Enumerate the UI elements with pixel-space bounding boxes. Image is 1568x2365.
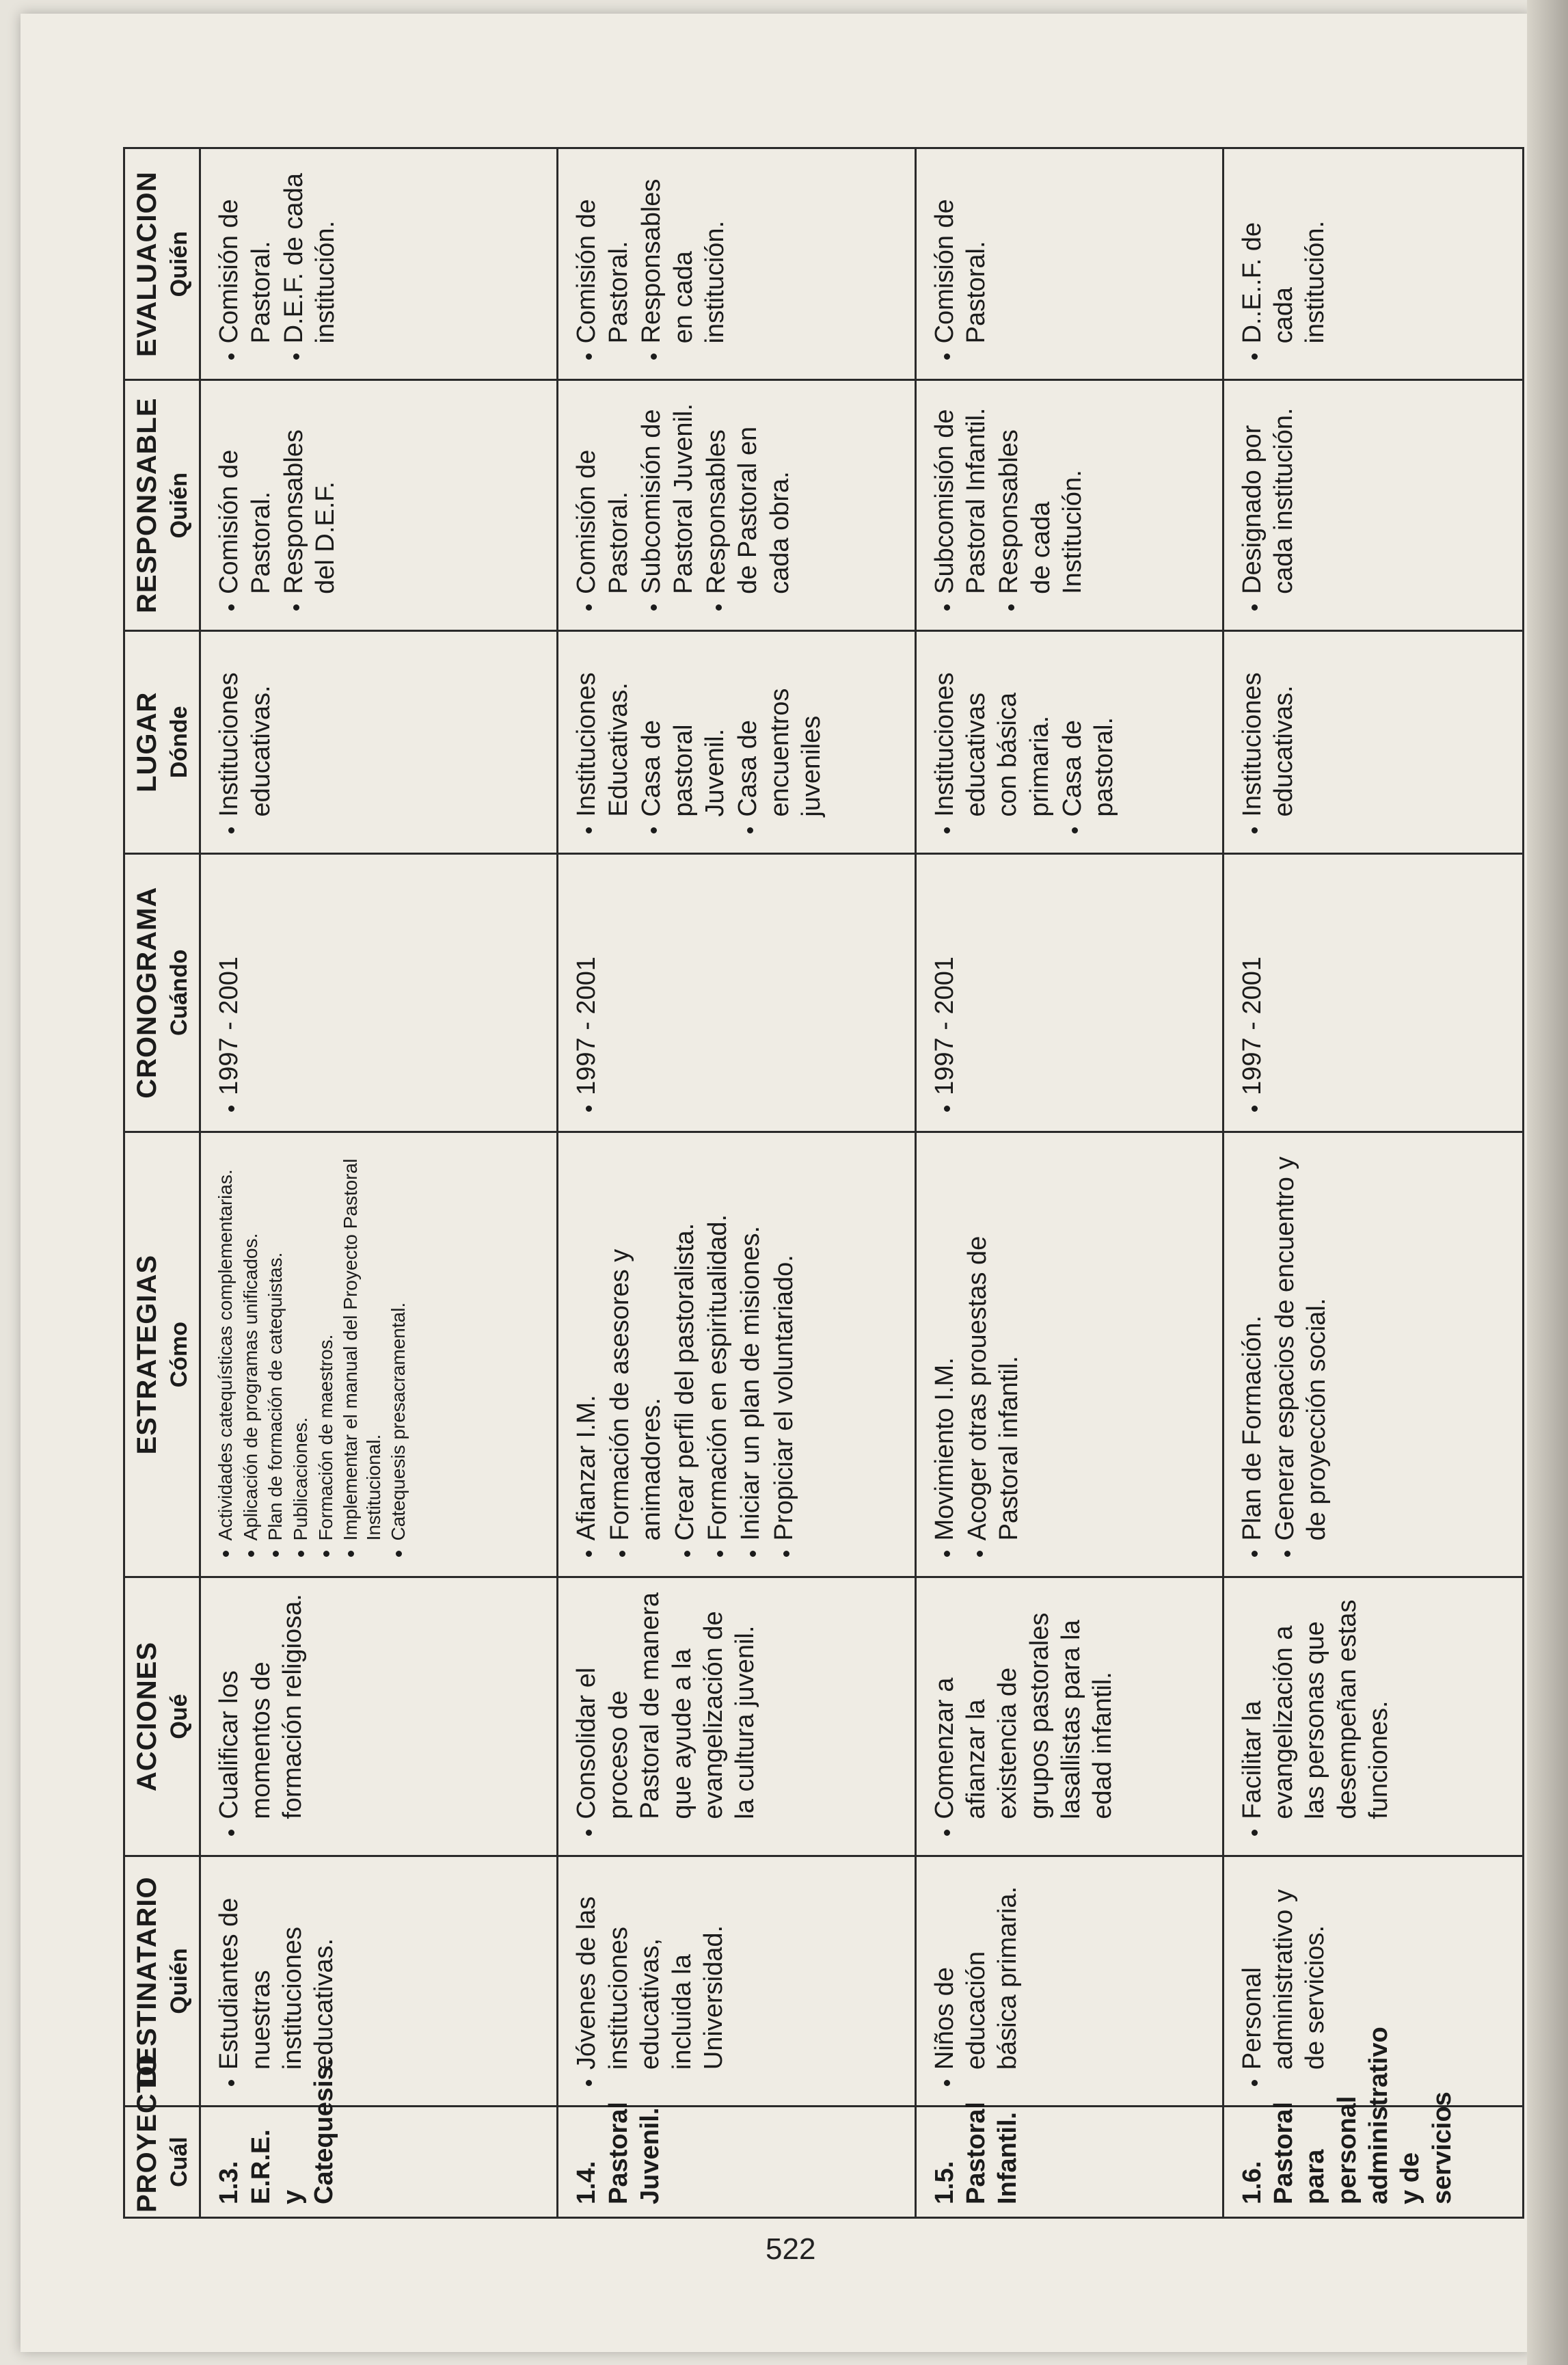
cell-cronograma (200, 853, 558, 1132)
cell-destinatario (915, 1856, 1223, 2106)
cell-responsable (200, 380, 558, 630)
list-item: • Propiciar el voluntariado. (768, 1145, 800, 1541)
list-item: • Comisión de Pastoral. (571, 161, 634, 343)
header-row (124, 148, 200, 2218)
cell-destinatario (200, 1856, 558, 2106)
header-destinatario: DESTINATARIO Quién (124, 1856, 200, 2106)
list-item: • Niños de educación básica primaria. (929, 1869, 1024, 2070)
list-item: • Afianzar I.M. (571, 1145, 602, 1541)
cell-list (929, 644, 1120, 840)
list-item: • Plan de Formación. (1236, 1145, 1268, 1541)
rotated-table-container (123, 147, 1524, 2219)
list-item: • Formación en espiritualidad. (702, 1145, 733, 1541)
cell-list (213, 1590, 308, 1842)
cell-list (929, 161, 992, 366)
list-item: • Responsables en cada institución. (636, 161, 731, 343)
cell-lugar (915, 630, 1223, 853)
list-item: • Plan de formación de catequistas. (263, 1145, 287, 1541)
cell-list (571, 393, 796, 617)
header-cronograma: CRONOGRAMA Cuándo (124, 853, 200, 1132)
cell-lugar (558, 630, 915, 853)
table-row (200, 148, 558, 2218)
cell-responsable (1223, 380, 1524, 630)
list-item: • Estudiantes de nuestras instituciones educativas. (213, 1869, 340, 2070)
list-item: • Personal administrativo y de servicios. (1236, 1869, 1332, 2070)
list-item: • Catequesis presacramental. (386, 1145, 410, 1541)
page-number: 522 (766, 2232, 816, 2266)
list-item: • Consolidar el proceso de Pastoral de manera que ayude a la evangelización de la cultura juvenil. (571, 1590, 761, 1819)
cell-list (1236, 1145, 1333, 1564)
header-proyecto: PROYECTO Cuál (124, 2107, 200, 2218)
list-item: • Formación de asesores y animadores. (604, 1145, 668, 1541)
cell-lugar (200, 630, 558, 853)
cell-responsable (915, 380, 1223, 630)
table-body (200, 148, 1524, 2218)
list-item: • Comisión de Pastoral. (213, 393, 277, 593)
cell-proyecto: 1.5. Pastoral Infantil. (915, 2107, 1223, 2218)
cell-evaluacion (558, 148, 915, 380)
list-item: • Comisión de Pastoral. (571, 393, 634, 593)
list-item: • Subcomisión de Pastoral Juvenil. (636, 393, 699, 593)
cell-proyecto: 1.3. E.R.E. y Catequesis. (200, 2107, 558, 2218)
cell-list (213, 393, 341, 617)
cell-destinatario (558, 1856, 915, 2106)
cell-cronograma (558, 853, 915, 1132)
list-item: • Instituciones educativas. (1236, 644, 1300, 817)
table-row (915, 148, 1223, 2218)
cell-list (1236, 393, 1300, 617)
cell-acciones (558, 1577, 915, 1856)
table-row (558, 148, 915, 2218)
header-estrategias: ESTRATEGIAS Cómo (124, 1132, 200, 1577)
book-page (21, 14, 1531, 2352)
list-item: • Facilitar la evangelización a las personas que desempeñan estas funciones. (1236, 1590, 1395, 1819)
list-item: • Comisión de Pastoral. (929, 161, 992, 343)
list-item: • 1997 - 2001 (571, 867, 602, 1095)
list-item: • Comenzar a afianzar la existencia de grupos pastorales lasallistas para la edad infantil. (929, 1590, 1119, 1819)
table-row (1223, 148, 1524, 2218)
cell-list (1236, 644, 1300, 840)
list-item: • Aplicación de programas unificados. (239, 1145, 262, 1541)
list-item: • Cualificar los momentos de formación religiosa. (213, 1590, 308, 1819)
cell-responsable (558, 380, 915, 630)
cell-proyecto: 1.4. Pastoral Juvenil. (558, 2107, 915, 2218)
cell-list (929, 393, 1089, 617)
list-item: • Responsables del D.E.F. (278, 393, 342, 593)
list-item: • Crear perfil del pastoralista. (669, 1145, 701, 1541)
cell-cronograma (915, 853, 1223, 1132)
cell-evaluacion (200, 148, 558, 380)
list-item: • Instituciones Educativas. (571, 644, 634, 817)
cell-acciones (200, 1577, 558, 1856)
cell-acciones (1223, 1577, 1524, 1856)
cell-evaluacion (1223, 148, 1524, 380)
cell-lugar (1223, 630, 1524, 853)
cell-estrategias (1223, 1132, 1524, 1577)
cell-list (571, 161, 731, 366)
list-item: • Subcomisión de Pastoral Infantil. (929, 393, 992, 593)
cell-list (213, 1145, 410, 1564)
cell-list (929, 1145, 1025, 1564)
list-item: • 1997 - 2001 (929, 867, 960, 1095)
list-item: • D.E.F. de cada institución. (278, 161, 342, 343)
cell-list (571, 1869, 729, 2093)
list-item: • Publicaciones. (288, 1145, 312, 1541)
header-evaluacion: EVALUACION Quién (124, 148, 200, 380)
list-item: • Movimiento I.M. (929, 1145, 960, 1541)
list-item: • Implementar el manual del Proyecto Pastoral Institucional. (338, 1145, 385, 1541)
list-item: • Casa de pastoral. (1057, 644, 1120, 817)
page-edge (1527, 0, 1568, 2365)
list-item: • Generar espacios de encuentro y de proyección social. (1269, 1145, 1333, 1541)
cell-list (1236, 1869, 1332, 2093)
cell-list (571, 1145, 800, 1564)
list-item: • Iniciar un plan de misiones. (735, 1145, 766, 1541)
list-item: • Jóvenes de las instituciones educativas, incluida la Universidad. (571, 1869, 729, 2070)
cell-estrategias (915, 1132, 1223, 1577)
list-item: • Responsables de Pastoral en cada obra. (701, 393, 796, 593)
list-item: • Actividades catequísticas complementarias. (213, 1145, 237, 1541)
cell-list (929, 1590, 1119, 1842)
cell-proyecto: 1.6. Pastoral para personal administrativo y de servicios (1223, 2107, 1524, 2218)
cell-acciones (915, 1577, 1223, 1856)
list-item: • Casa de encuentros juveniles (732, 644, 827, 817)
cell-estrategias (200, 1132, 558, 1577)
cell-cronograma (1223, 853, 1524, 1132)
cell-list (1236, 161, 1332, 366)
header-lugar: LUGAR Dónde (124, 630, 200, 853)
cell-list (929, 867, 960, 1119)
cell-estrategias (558, 1132, 915, 1577)
header-responsable: RESPONSABLE Quién (124, 380, 200, 630)
cell-list (571, 644, 827, 840)
list-item: • Responsables de cada Institución. (993, 393, 1088, 593)
list-item: • Casa de pastoral Juvenil. (636, 644, 731, 817)
pastoral-plan-table (123, 147, 1524, 2219)
cell-list (213, 1869, 340, 2093)
list-item: • Instituciones educativas con básica primaria. (929, 644, 1055, 817)
list-item: • Acoger otras prouestas de Pastoral infantil. (962, 1145, 1025, 1541)
header-acciones: ACCIONES Qué (124, 1577, 200, 1856)
list-item: • D..E..F. de cada institución. (1236, 161, 1332, 343)
cell-list (929, 1869, 1024, 2093)
list-item: • Formación de maestros. (314, 1145, 338, 1541)
cell-list (213, 644, 277, 840)
list-item: • 1997 - 2001 (1236, 867, 1268, 1095)
list-item: • Instituciones educativas. (213, 644, 277, 817)
cell-list (213, 867, 245, 1119)
cell-list (571, 867, 602, 1119)
cell-list (1236, 1590, 1395, 1842)
cell-list (571, 1590, 761, 1842)
list-item: • 1997 - 2001 (213, 867, 245, 1095)
cell-evaluacion (915, 148, 1223, 380)
list-item: • Comisión de Pastoral. (213, 161, 277, 343)
cell-list (1236, 867, 1268, 1119)
cell-list (213, 161, 341, 366)
list-item: • Designado por cada institución. (1236, 393, 1300, 593)
